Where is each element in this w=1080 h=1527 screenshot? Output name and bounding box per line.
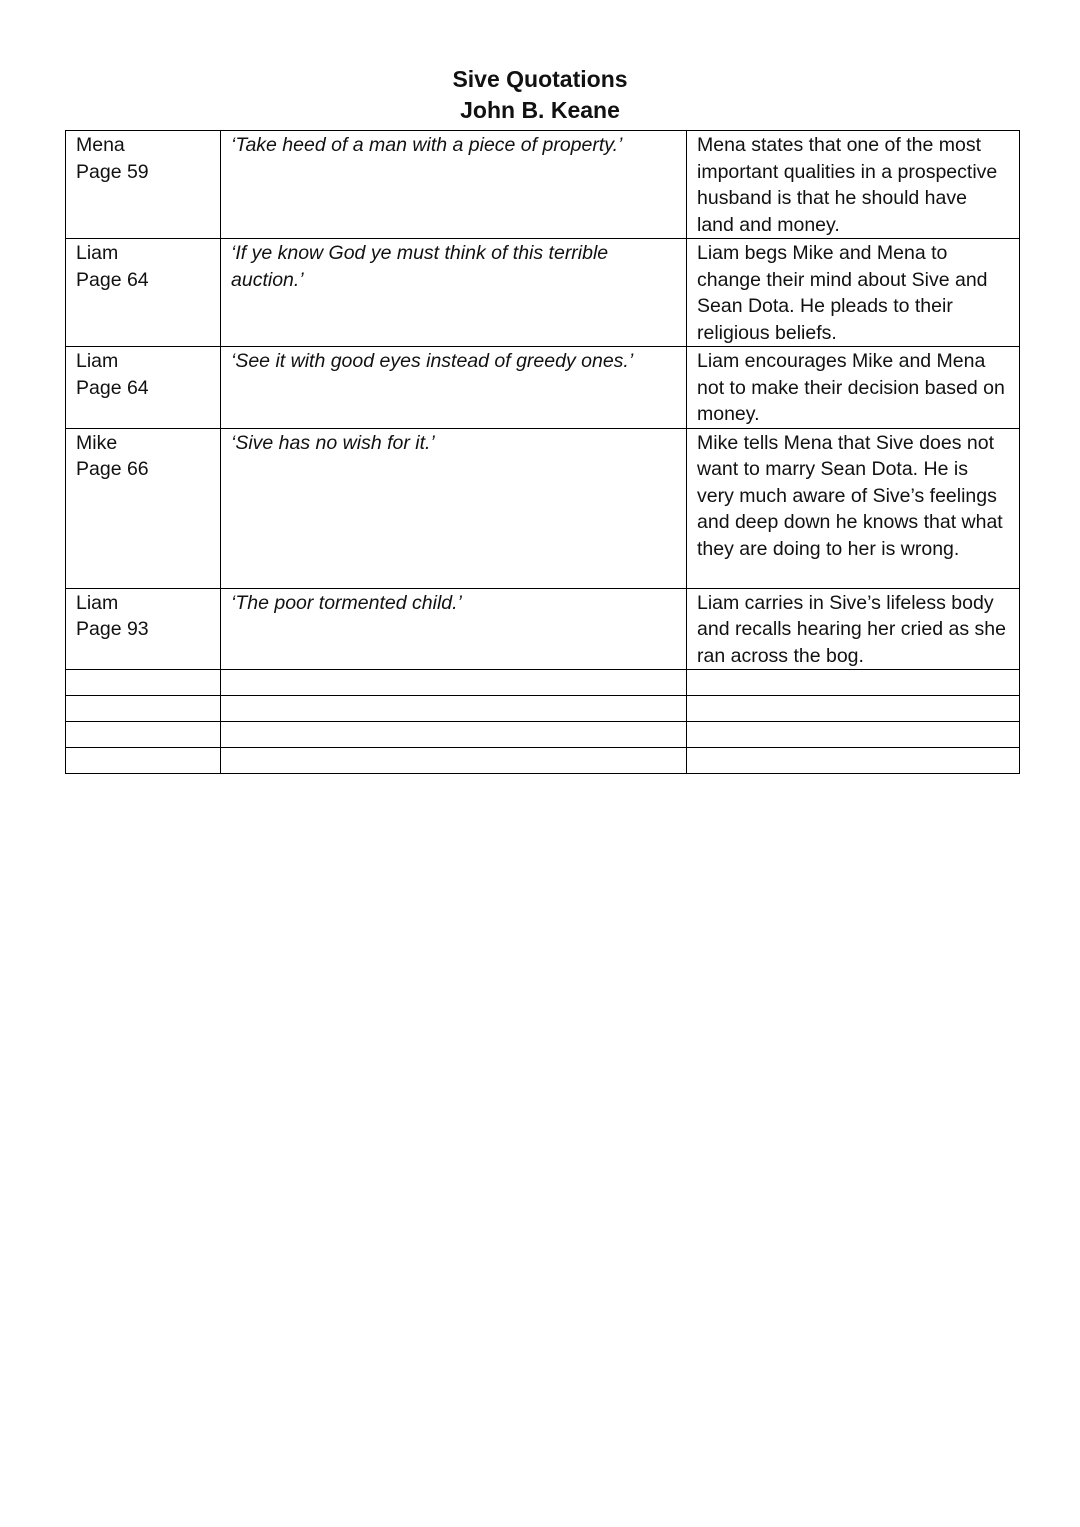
empty-cell (687, 670, 1020, 696)
table-row (66, 588, 1020, 670)
speaker-name: Liam (76, 591, 119, 614)
explanation-cell: Mena states that one of the most important qualities in a prospective husband is that he should have land and money. (687, 131, 1020, 239)
explanation-cell: Liam encourages Mike and Mena not to make their decision based on money. (687, 347, 1020, 429)
document-title: Sive Quotations (452, 66, 628, 92)
empty-cell (221, 748, 687, 774)
empty-cell (687, 696, 1020, 722)
quote-cell: ‘The poor tormented child.’ (221, 588, 687, 670)
speaker-cell (66, 428, 221, 588)
document-subtitle: John B. Keane (460, 97, 620, 123)
page-reference: Page 66 (76, 458, 149, 480)
empty-cell (221, 722, 687, 748)
quote-cell: ‘Take heed of a man with a piece of property.’ (221, 131, 687, 239)
table-row (66, 239, 1020, 347)
document-heading (0, 64, 1080, 126)
empty-table-row (66, 748, 1020, 774)
empty-table-row (66, 696, 1020, 722)
speaker-cell (66, 347, 221, 429)
explanation-cell: Liam begs Mike and Mena to change their mind about Sive and Sean Dota. He pleads to their religious beliefs. (687, 239, 1020, 347)
table-row (66, 131, 1020, 239)
empty-cell (221, 696, 687, 722)
quote-cell: ‘If ye know God ye must think of this terrible auction.’ (221, 239, 687, 347)
speaker-name: Mena (76, 134, 125, 156)
empty-cell (66, 722, 221, 748)
speaker-name: Mike (76, 431, 118, 454)
quotations-table (65, 130, 1020, 774)
empty-cell (687, 748, 1020, 774)
empty-table-row (66, 722, 1020, 748)
page-reference: Page 93 (76, 618, 149, 640)
quote-cell: ‘See it with good eyes instead of greedy ones.’ (221, 347, 687, 429)
page-reference: Page 64 (76, 268, 149, 291)
speaker-cell (66, 588, 221, 670)
page-reference: Page 59 (76, 160, 149, 183)
table-row (66, 428, 1020, 588)
explanation-cell: Liam carries in Sive’s lifeless body and recalls hearing her cried as she ran across the bog. (687, 588, 1020, 670)
empty-table-row (66, 670, 1020, 696)
empty-cell (687, 722, 1020, 748)
speaker-cell (66, 131, 221, 239)
empty-cell (221, 670, 687, 696)
speaker-name: Liam (76, 350, 119, 372)
empty-cell (66, 748, 221, 774)
speaker-name: Liam (76, 242, 119, 264)
explanation-cell: Mike tells Mena that Sive does not want to marry Sean Dota. He is very much aware of Sive’s feelings and deep down he knows that what they are doing to her is wrong. (687, 428, 1020, 588)
page-reference: Page 64 (76, 376, 149, 399)
speaker-cell (66, 239, 221, 347)
table-row (66, 347, 1020, 429)
empty-cell (66, 696, 221, 722)
quote-cell: ‘Sive has no wish for it.’ (221, 428, 687, 588)
empty-cell (66, 670, 221, 696)
